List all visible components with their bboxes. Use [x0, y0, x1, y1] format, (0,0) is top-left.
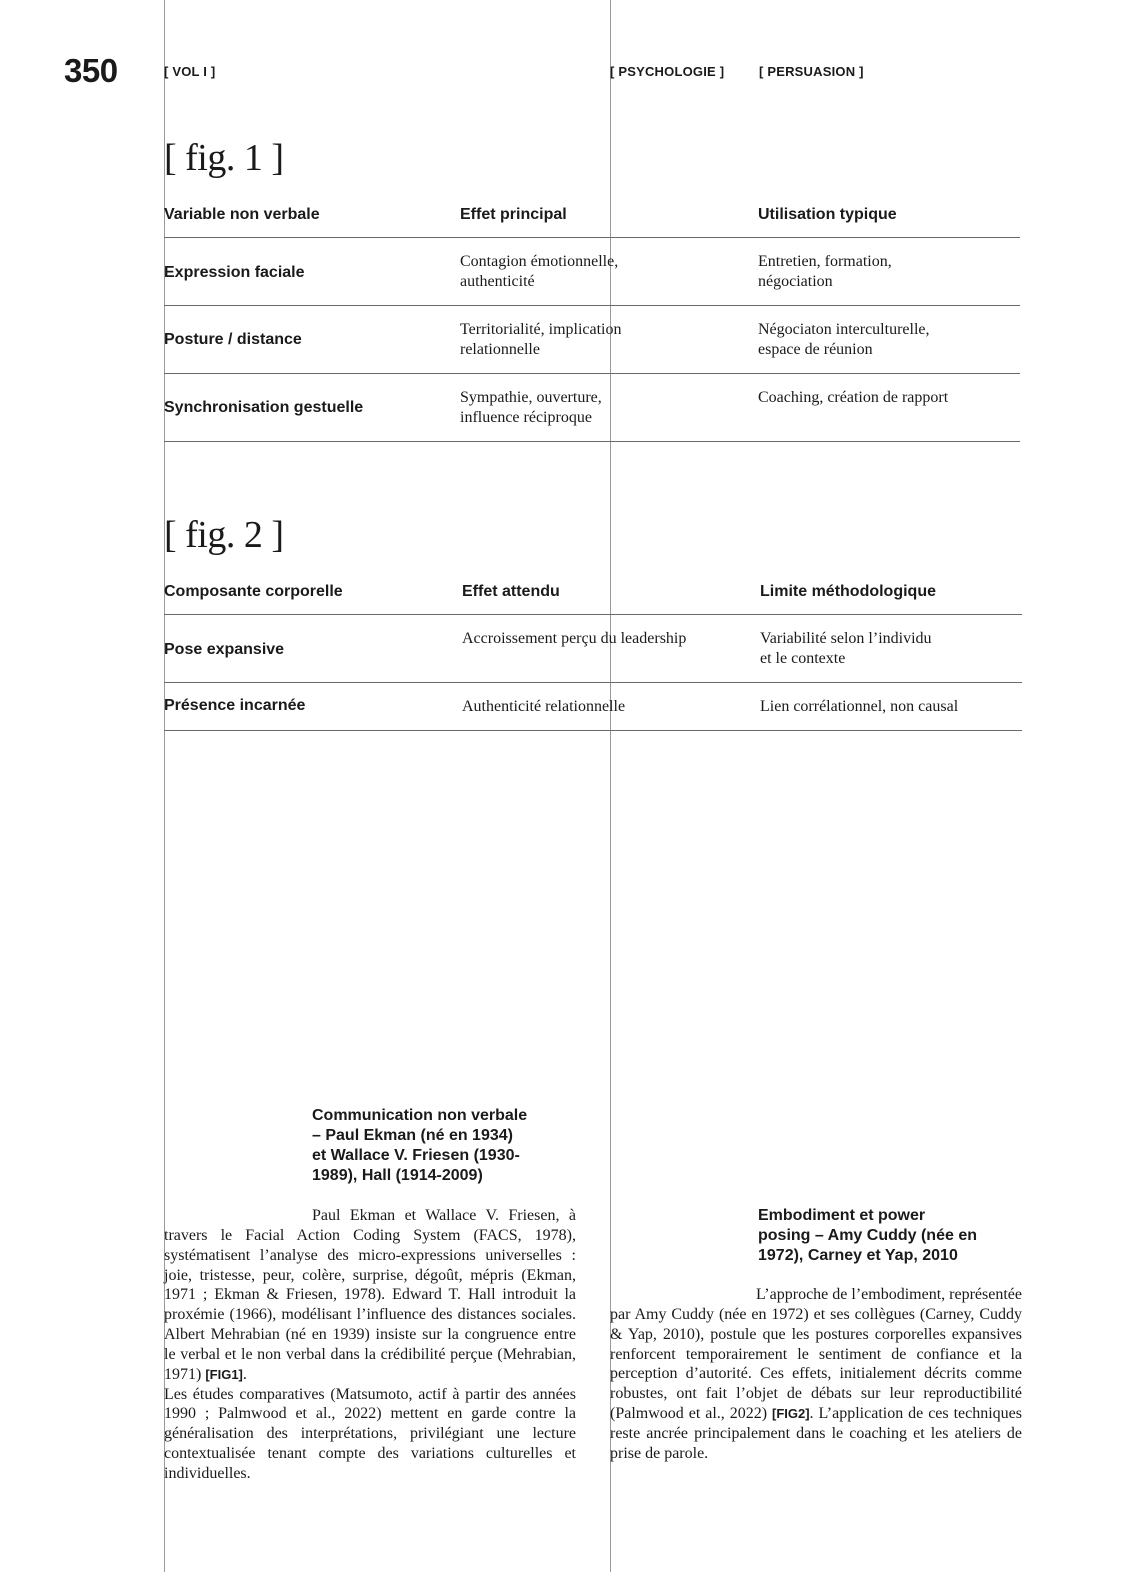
right-article-heading: Embodiment et power posing – Amy Cuddy (née en 1972), Carney et Yap, 2010	[758, 1207, 977, 1264]
column-header: Limite méthodologique	[760, 583, 936, 600]
header-volume: [ VOL I ]	[164, 64, 216, 79]
figure-reference: [FIG1]	[205, 1366, 243, 1382]
header-topic: [ PERSUASION ]	[759, 64, 864, 79]
row-usage: Coaching, création de rapport	[758, 389, 949, 406]
left-article-heading: Communication non verbale – Paul Ekman (né en 1934) et Wallace V. Friesen (1930- 1989), Hall (1914-2009)	[312, 1107, 528, 1184]
row-label: Posture / distance	[164, 331, 302, 348]
fig2-title: [ fig. 2 ]	[164, 514, 284, 556]
table-row	[164, 374, 1020, 442]
table-row	[164, 683, 1022, 731]
row-effect: Sympathie, ouverture, influence réciproque	[460, 389, 602, 426]
row-effect: Territorialité, implication relationnelle	[460, 321, 622, 358]
right-article-body	[610, 1285, 1022, 1464]
paragraph	[164, 1206, 576, 1385]
table-header-row	[164, 579, 1022, 615]
paragraph	[164, 1385, 576, 1484]
table-row	[164, 238, 1020, 306]
column-header: Effet principal	[460, 206, 567, 223]
row-effect: Accroissement perçu du leadership	[462, 630, 687, 647]
row-usage: Négociaton interculturelle, espace de réunion	[758, 321, 930, 358]
fig2-table	[164, 579, 1022, 731]
row-effect: Contagion émotionnelle, authenticité	[460, 253, 619, 290]
header-section: [ PSYCHOLOGIE ]	[610, 64, 725, 79]
table-row	[164, 306, 1020, 374]
paragraph-text: L’approche de l’embodiment, représentée par Amy Cuddy (née en 1972) et ses collègues (Carney, Cuddy & Yap, 2010), postule que les postures corporelles expansives renforcent temporairement le sentiment de confiance et la perception d’autorité. Ces effets, initialement décrits comme robustes, ont fait l’objet de débats sur leur reproductibilité (Palmwood et al., 2022)	[610, 1286, 1022, 1423]
table-header-row	[164, 202, 1020, 238]
paragraph-text: . L’application de ces techniques reste ancrée principalement dans le coaching et les ateliers de prise de parole.	[610, 1405, 1022, 1462]
row-label: Synchronisation gestuelle	[164, 399, 364, 416]
fig1-title: [ fig. 1 ]	[164, 137, 284, 179]
row-usage: Entretien, formation, négociation	[758, 253, 892, 290]
paragraph	[610, 1285, 1022, 1464]
paragraph-text: Paul Ekman et Wallace V. Friesen, à travers le Facial Action Coding System (FACS, 1978), systématisent l’analyse des micro-expressions universelles : joie, tristesse, peur, colère, surprise, dégoût, mépris (Ekman, 1971 ; Ekman & Friesen, 1978). Edward T. Hall introduit la proxémie (1966), modélisant l’influence des distances sociales. Albert Mehrabian (né en 1939) insiste sur la congruence entre le verbal et le non verbal dans la crédibilité perçue (Mehrabian, 1971)	[164, 1207, 576, 1383]
column-header: Utilisation typique	[758, 206, 897, 223]
left-article-body	[164, 1206, 576, 1484]
column-header: Effet attendu	[462, 583, 560, 600]
fig1-table	[164, 202, 1020, 442]
page-number: 350	[64, 52, 118, 89]
table-row	[164, 615, 1022, 683]
figure-reference: [FIG2]	[771, 1406, 810, 1422]
column-header: Variable non verbale	[164, 206, 320, 223]
row-limit: Variabilité selon l’individu et le contexte	[760, 630, 932, 667]
row-effect: Authenticité relationnelle	[462, 698, 626, 715]
row-limit: Lien corrélationnel, non causal	[760, 698, 959, 715]
row-label: Expression faciale	[164, 264, 305, 281]
paragraph-text: Les études comparatives (Matsumoto, actif à partir des années 1990 ; Palmwood et al., 2022) mettent en garde contre la généralisation des interprétations, privilégiant une lecture contextualisée tenant compte des variations culturelles et individuelles.	[164, 1385, 576, 1482]
row-label: Pose expansive	[164, 641, 285, 658]
paragraph-text: .	[242, 1365, 247, 1383]
column-header: Composante corporelle	[164, 583, 343, 600]
row-label: Présence incarnée	[164, 697, 306, 714]
